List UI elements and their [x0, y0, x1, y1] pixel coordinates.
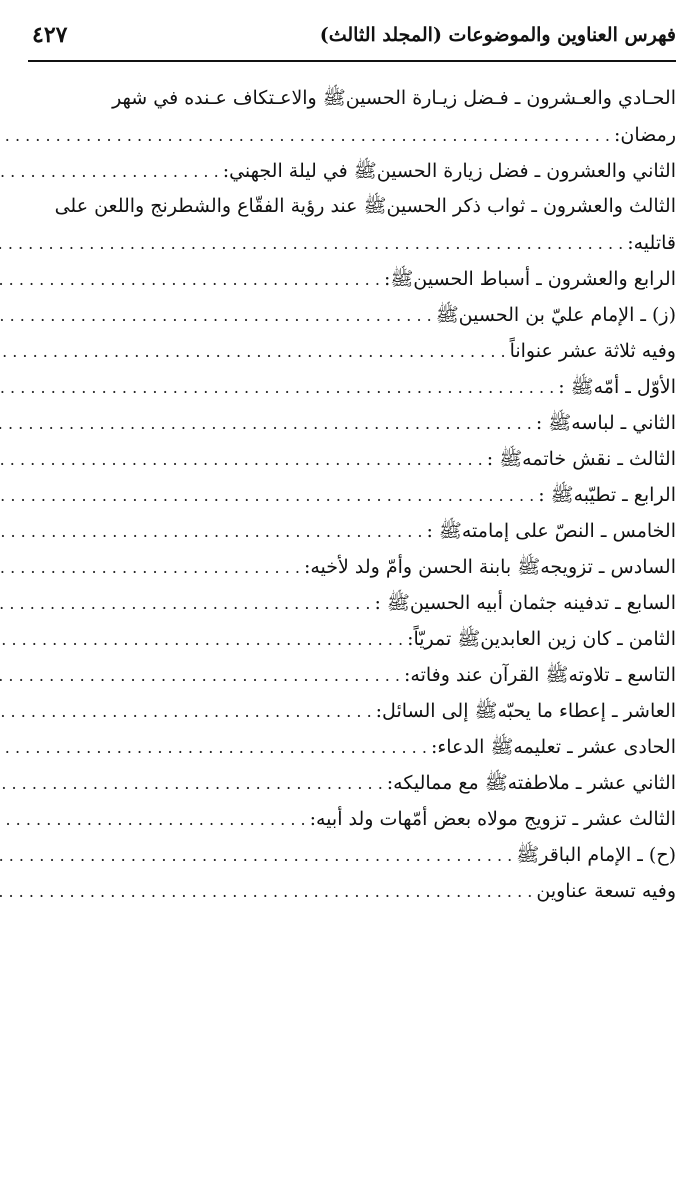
dot-leader — [0, 262, 380, 298]
toc-entry — [28, 80, 676, 116]
dot-leader — [0, 298, 432, 334]
dot-leader — [0, 226, 623, 262]
toc-entry-title: الثاني ـ لباسهﷺ : — [535, 412, 676, 434]
toc-entry — [28, 404, 676, 440]
dot-leader — [0, 154, 219, 190]
dot-leader — [0, 694, 372, 730]
toc-entry-title: التاسع ـ تلاوتهﷺ القرآن عند وفاته: — [404, 664, 676, 686]
page-header — [28, 22, 676, 56]
header-divider — [28, 60, 676, 62]
toc-entry-title: الثاني عشر ـ ملاطفتهﷺ مع مماليكه: — [386, 772, 676, 794]
dot-leader — [0, 730, 427, 766]
toc-entry-title: الثاني والعشرون ـ فضل زيارة الحسينﷺ في ليلة الجهني: — [222, 160, 676, 182]
toc-entry — [28, 368, 676, 404]
toc-entry-title: الحادى عشر ـ تعليمهﷺ الدعاء: — [430, 736, 676, 758]
toc-entry — [28, 836, 676, 872]
toc-entry-title: السابع ـ تدفينه جثمان أبيه الحسينﷺ : — [374, 592, 676, 614]
dot-leader — [0, 874, 532, 910]
dot-leader — [0, 658, 400, 694]
toc-entry — [28, 800, 676, 836]
running-title: فهرس العناوين والموضوعات (المجلد الثالث) — [319, 24, 676, 46]
toc-entry — [28, 296, 676, 332]
toc-entry — [28, 692, 676, 728]
dot-leader — [0, 406, 532, 442]
toc-entry — [28, 872, 676, 908]
toc-entry-title: الثالث والعشرون ـ ثواب ذكر الحسينﷺ عند رؤية الفقّاع والشطرنج واللعن على — [54, 195, 676, 217]
toc-entry-title: الخامس ـ النصّ على إمامتهﷺ : — [426, 520, 676, 542]
toc-entry-title: الرابع والعشرون ـ أسباط الحسينﷺ: — [383, 268, 676, 290]
toc-entry-title: الثامن ـ كان زين العابدينﷺ تمريّاً: — [407, 628, 676, 650]
toc-entry — [28, 332, 676, 368]
toc-entry-title: الثالث عشر ـ تزويج مولاه بعض أمّهات ولد أبيه: — [309, 808, 676, 830]
dot-leader — [0, 118, 610, 154]
toc-entry — [28, 764, 676, 800]
toc-entry — [28, 584, 676, 620]
dot-leader — [0, 442, 483, 478]
toc-entry — [28, 548, 676, 584]
dot-leader — [0, 766, 383, 802]
toc-entry — [28, 260, 676, 296]
document-page — [28, 0, 676, 1180]
dot-leader — [0, 478, 534, 514]
toc-entry-title: (ز) ـ الإمام عليّ بن الحسينﷺ — [435, 304, 676, 326]
toc-entry-title: الأوّل ـ أمّهﷺ : — [558, 376, 676, 398]
dot-leader — [0, 550, 300, 586]
dot-leader — [0, 622, 403, 658]
toc-entry — [28, 224, 676, 260]
dot-leader — [0, 586, 370, 622]
toc-entry — [28, 188, 676, 224]
table-of-contents — [28, 80, 676, 908]
dot-leader — [0, 370, 554, 406]
toc-entry-title: الثالث ـ نقش خاتمهﷺ : — [486, 448, 676, 470]
dot-leader — [0, 838, 512, 874]
toc-entry-title: (ح) ـ الإمام الباقرﷺ — [516, 844, 676, 866]
toc-entry — [28, 152, 676, 188]
page-number: ٤٢٧ — [32, 22, 68, 48]
toc-entry-title: رمضان: — [614, 124, 676, 146]
toc-entry-title: الرابع ـ تطيّبهﷺ : — [538, 484, 676, 506]
dot-leader — [0, 802, 306, 838]
toc-entry — [28, 728, 676, 764]
toc-entry — [28, 620, 676, 656]
toc-entry-title: قاتليه: — [627, 232, 676, 254]
toc-entry — [28, 512, 676, 548]
toc-entry — [28, 476, 676, 512]
toc-entry-title: وفيه ثلاثة عشر عنواناً — [509, 340, 676, 362]
toc-entry — [28, 440, 676, 476]
toc-entry-title: وفيه تسعة عناوين — [536, 880, 676, 902]
toc-entry-title: السادس ـ تزويجهﷺ بابنة الحسن وأمّ ولد لأخيه: — [303, 556, 676, 578]
toc-entry — [28, 656, 676, 692]
toc-entry — [28, 116, 676, 152]
toc-entry-title: العاشر ـ إعطاء ما يحبّهﷺ إلى السائل: — [375, 700, 676, 722]
dot-leader — [0, 334, 506, 370]
toc-entry-title: الحـادي والعـشرون ـ فـضل زيـارة الحسينﷺ والاعـتكاف عـنده في شهر — [112, 87, 676, 109]
dot-leader — [0, 514, 422, 550]
